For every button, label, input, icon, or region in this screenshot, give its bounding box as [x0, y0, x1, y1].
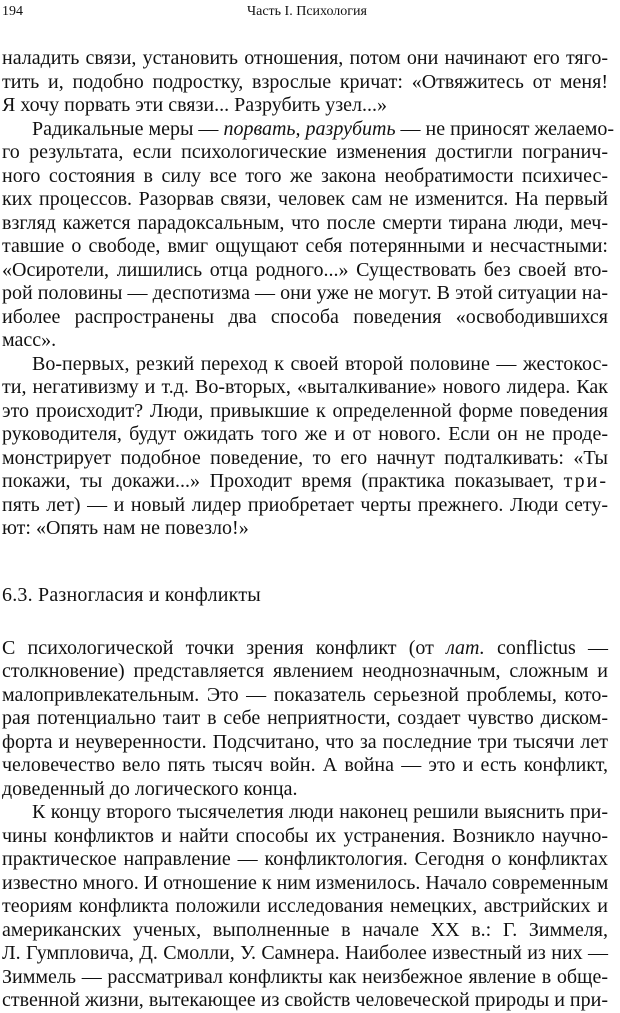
text-line: малопривлекательным. Это — показатель серьезной проблемы, кото-	[2, 683, 608, 706]
text-line: масс».	[2, 329, 57, 351]
text-line: рая потенциально таит в себе неприятности, создает чувство диском-	[2, 707, 608, 729]
text-line: К концу второго тысячелетия люди наконец решили выяснить при-	[32, 801, 608, 823]
spacer	[2, 607, 608, 637]
text-segment: — не приносят желаемо-	[400, 117, 615, 140]
text-line: форта и неуверенности. Подсчитано, что за последние три тысячи лет	[2, 730, 608, 753]
text-line: пять лет) — и новый лидер приобретает черты прежнего. Люди сету-	[2, 493, 608, 516]
text-segment: conflictus —	[496, 636, 608, 659]
text-line: практическое направление — конфликтология. Сегодня о конфликтах	[2, 848, 608, 870]
text-line	[2, 637, 608, 661]
text-line: ственной жизни, вытекающее из свойств человеческой природы и при-	[2, 989, 608, 1011]
text-line: это происходит? Люди, привыкшие к определенной форме поведения	[2, 399, 608, 422]
italic-phrase: порвать, разрубить	[223, 117, 396, 140]
text-line: монстрирует подобное поведение, то его начнут подталкивать: «Ты	[2, 446, 608, 469]
text-segment: С психологической точки зрения конфликт (от	[2, 636, 434, 659]
text-line: ти, негативизму и т.д. Во-вторых, «выталкивание» нового лидера. Как	[2, 376, 608, 398]
text-line: взгляд кажется парадоксальным, что после смерти тирана люди, меч-	[2, 211, 608, 234]
text-segment: Радикальные меры —	[32, 117, 219, 140]
text-line: американских ученых, выполненные в начале XX в.: Г. Зиммеля,	[2, 918, 608, 941]
text-line: Л. Гумпловича, Д. Смолли, У. Самнера. Наиболее известный из них —	[2, 942, 608, 964]
text-line: Я хочу порвать эти связи... Разрубить узел...»	[2, 94, 387, 116]
text-line: ют: «Опять нам не повезло!»	[2, 517, 249, 539]
paragraph-first-second	[2, 353, 608, 541]
text-line: чины конфликтов и найти способы их устранения. Возникло научно-	[2, 824, 608, 847]
text-segment: покажи, ты докажи...» Проходит время (практика показывает,	[2, 470, 554, 492]
text-line: доведенный до логического конца.	[2, 777, 298, 800]
paragraph-continuation	[2, 47, 608, 118]
text-line	[2, 117, 615, 142]
running-title: Часть I. Психология	[247, 4, 367, 19]
paragraph-conflictology	[2, 801, 608, 1013]
text-line	[2, 470, 608, 494]
section-heading: 6.3. Разногласия и конфликты	[2, 583, 261, 606]
text-line: тавшие о свободе, вмиг ощущают себя потерянными и несчастными:	[2, 235, 608, 257]
text-line: ких процессов. Разорвав связи, человек сам не изменится. На первый	[2, 188, 608, 210]
paragraph-conflict-definition	[2, 637, 608, 802]
text-line: известно много. И отношение к ним изменилось. Начало современным	[2, 871, 609, 894]
text-line: человечество вело пять тысяч войн. А война — это и есть конфликт,	[2, 754, 608, 776]
spaced-phrase: три-	[563, 470, 609, 492]
page-number: 194	[2, 4, 23, 19]
italic-phrase: лат.	[446, 636, 485, 659]
text-line: наладить связи, установить отношения, потом они начинают его тяго-	[2, 47, 608, 69]
text-line: рой половины — деспотизма — они уже не могут. В этой ситуации на-	[2, 282, 608, 304]
text-line: «Осиротели, лишились отца родного...» Существовать без своей вто-	[2, 258, 608, 281]
spacer	[2, 541, 608, 583]
text-line: Во-первых, резкий переход к своей второй половине — жестокос-	[32, 352, 608, 375]
text-line: руководителя, будут ожидать того же и от нового. Если он не проде-	[2, 423, 608, 445]
page-body	[2, 47, 615, 1013]
text-line: столкновение) представляется явлением неоднозначным, сложным и	[2, 660, 608, 682]
page-header	[2, 3, 612, 23]
text-line: теориям конфликта положили исследования немецких, австрийских и	[2, 895, 608, 917]
text-line: тить и, подобно подростку, взрослые кричат: «Отвяжитесь от меня!	[2, 70, 608, 93]
text-line: иболее распространены два способа поведения «освободившихся	[2, 305, 608, 328]
paragraph-radical-measures	[2, 117, 615, 353]
text-line: ного состояния в силу все того же закона необратимости психичес-	[2, 164, 608, 187]
text-line: Зиммель — рассматривал конфликты как неизбежное явление в обще-	[2, 965, 608, 988]
text-line: го результата, если психологические изменения достигли погранич-	[2, 141, 608, 163]
